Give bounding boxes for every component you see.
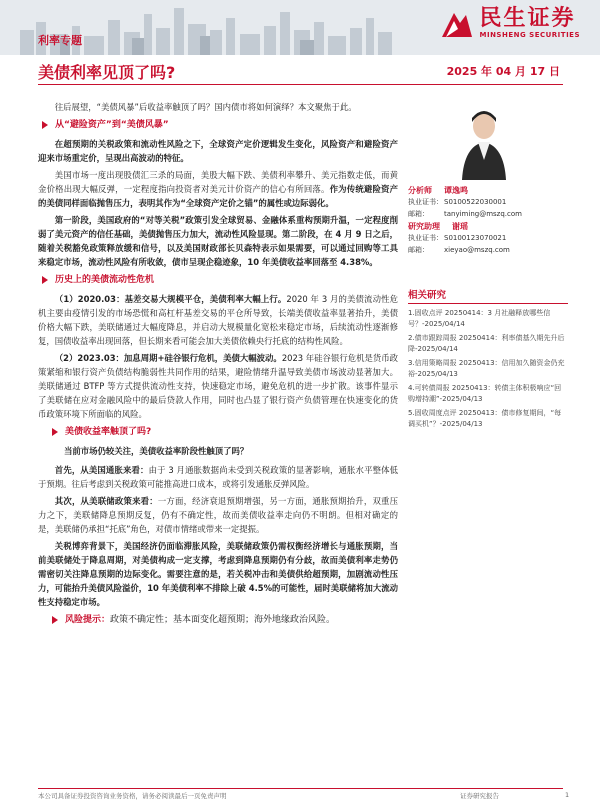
case-2023-title: （2）2023.03：加息周期+硅谷银行危机，美债大幅波动。 — [54, 353, 282, 363]
triangle-bullet-icon — [42, 121, 48, 129]
related-item[interactable]: 1.固收点评 20250414：3 月社融释放哪些信号？-2025/04/14 — [408, 309, 551, 328]
analyst-2-email[interactable]: xieyao@mszq.com — [444, 246, 510, 254]
case-2020-paragraph — [38, 292, 398, 348]
triangle-bullet-icon — [42, 276, 48, 284]
sec1-paragraph-2 — [38, 168, 398, 210]
section-heading-3 — [52, 425, 398, 439]
key-question: 当前市场仍较关注，美债收益率阶段性触顶了吗？ — [64, 446, 249, 456]
analyst-1-name-row — [408, 184, 568, 196]
sec1-stage-1: 第一阶段，美国政府的“对等关税”政策引发全球贸易、金融体系重构预期升温，一定程度削弱了美元资产的信任基础，美债抛售压力加大，流动性风险显现。 — [38, 215, 398, 239]
related-item[interactable]: 5.固收周度点评 20250413：债市修复期间，“每调买机”？-2025/04/13 — [408, 409, 562, 428]
section-heading-1 — [42, 118, 398, 132]
footer-divider — [38, 788, 563, 789]
page-number: 1 — [565, 791, 570, 799]
title-divider — [38, 84, 563, 85]
footer-report-type: 证券研究报告 — [460, 792, 499, 800]
analyst-2-role: 研究助理 — [408, 221, 440, 231]
risk-body: 政策不确定性；基本面变化超预期；海外地缘政治风险。 — [110, 615, 336, 625]
case-2023-body: 2023 年硅谷银行危机是货币政策紧缩和银行资产负债结构脆弱性共同作用的结果，避险情绪升温导致美债市场波动显著加大。美联储通过 BTFP 等方式提供流动性支持，快速稳定市场，避免危机的进一步扩散。该事件显示了美联储在应对金融风险中的最后贷款人作用，同时也凸显了银行资产负债管理在快速变化的货币政策环境下所面临的风险。 — [38, 353, 398, 419]
footer-disclaimer: 本公司具备证券投资咨询业务资格，请务必阅读最后一页免责声明 — [38, 792, 227, 800]
related-item[interactable]: 2.债市跟踪周报 20250414：利率债基久期先升后降-2025/04/14 — [408, 334, 565, 353]
section-heading-2-text: 历史上的美债流动性危机 — [55, 275, 155, 285]
conclusion-paragraph: 关税博弈背景下，美国经济仍面临滞胀风险，美联储政策仍需权衡经济增长与通胀预期，当前美联储处于降息周期，对美债构成一定支撑，考虑到降息预期仍有分歧，故而美债利率走势仍需密切关注降息预期的边际变化。需要注意的是，若关税冲击和美债供给超预期，加剧流动性压力，可能抬升美债风险溢价，10 年美债利率不排除上破 4.5%的可能性，届时美联储将加大流动性支持稳定市场。 — [38, 541, 398, 607]
analyst-1-role: 分析师 — [408, 185, 432, 195]
analyst-1-cert-row — [408, 196, 568, 208]
inflation-lead: 首先，从美国通胀来看： — [54, 465, 149, 475]
report-date: 2025 年 04 月 17 日 — [446, 65, 560, 78]
section-tag: 利率专题 — [38, 34, 82, 47]
analyst-1-cert-label: 执业证书： — [408, 198, 443, 206]
fed-policy-lead: 其次，从美联储政策来看： — [54, 496, 158, 506]
related-item[interactable]: 4.可转债周报 20250413：转债主体积极响应“回购增持潮”-2025/04/13 — [408, 384, 562, 403]
sec1-p2-emphasis: 作为传统避险资产的美债同样面临抛售压力，表明其作为“全球资产定价之锚”的属性或边际弱化。 — [38, 184, 399, 208]
analyst-2-name: 谢瑶 — [452, 221, 468, 231]
analyst-2-email-label: 邮箱： — [408, 246, 429, 254]
related-item[interactable]: 3.信用策略周报 20250413：信用加久随资金仍充裕-2025/04/13 — [408, 359, 565, 378]
case-2020-title: （1）2020.03：基差交易大规模平仓，美债利率大幅上行。 — [54, 294, 287, 304]
sec1-stage-2: 第二阶段，在 4 月 9 日之后，随着关税豁免政策释放缓和信号，以及美国财政部长贝森特表示如果需要，可以通过回购等工具来稳定市场，流动性风险有所收敛，债市呈现企稳迹象，10 年美债收益率回落至 4.38%。 — [38, 229, 399, 267]
fed-policy-body: 一方面，经济衰退预期增强，另一方面，通胀预期抬升，双重压力之下，美联储降息预期反复，仍有不确定性，故而美债收益率走向仍不明朗。但相对确定的是，美联储仍承担“托底”角色，对债市情绪或带来一定提振。 — [38, 496, 399, 534]
analyst-1-cert: S0100522030001 — [444, 198, 507, 206]
analyst-2-email-row — [408, 244, 568, 256]
analyst-block — [408, 184, 568, 256]
section-heading-3-text: 美债收益率触顶了吗? — [65, 427, 152, 437]
analyst-1-email-label: 邮箱： — [408, 210, 429, 218]
analyst-2-cert: S0100123070021 — [444, 234, 507, 242]
main-content — [38, 100, 398, 632]
report-title: 美债利率见顶了吗? — [38, 63, 176, 82]
logo-chinese-name: 民生证券 — [479, 6, 576, 31]
minsheng-logo — [440, 8, 581, 39]
fed-policy-paragraph — [38, 494, 398, 536]
case-2023-paragraph — [38, 351, 398, 421]
case-2020-body: 2020 年 3 月的美债流动性危机主要由疫情引发的市场恐慌和高杠杆基差交易的平仓所导致，长端美债收益率显著抬升，美债价格大幅下跌，美联储通过大幅度降息，并启动大规模量化宽松来稳定市场，后续流动性逐渐修复，国债收益率出现回落，但长期来看可能会加大美债依赖央行托底的结构性风险。 — [38, 294, 398, 346]
inflation-paragraph — [38, 463, 398, 491]
analyst-1-name: 谭逸鸣 — [444, 185, 468, 195]
triangle-bullet-icon — [52, 428, 58, 436]
analyst-2-name-row — [408, 220, 568, 232]
related-research-title: 相关研究 — [408, 287, 568, 304]
analyst-2-cert-row — [408, 232, 568, 244]
analyst-photo — [454, 100, 514, 180]
section-heading-1-text: 从“避险资产”到“美债风暴” — [55, 120, 169, 130]
risk-warning — [52, 613, 398, 627]
minsheng-logo-icon — [440, 9, 474, 39]
intro-paragraph: 往后展望，“美债风暴”后收益率触顶了吗？国内债市将如何演绎？本文聚焦于此。 — [54, 102, 357, 112]
inflation-body: 由于 3 月通胀数据尚未受到关税政策的显著影响，通胀水平整体低于预期。往后考虑到关税政策可能推高进口成本，或将引发通胀反弹风险。 — [38, 465, 399, 489]
section-heading-2 — [42, 273, 398, 287]
analyst-1-email[interactable]: tanyiming@mszq.com — [444, 210, 522, 218]
sec1-paragraph-3 — [38, 213, 398, 269]
sec1-p2-body: 美国市场一度出现股债汇三杀的局面，美股大幅下跌、美债利率攀升、美元指数走低，而黄金价格出现大幅反弹，一定程度指向投资者对美元计价资产的信心有所回落。 — [38, 170, 398, 194]
related-research — [408, 287, 568, 433]
logo-english-name: MINSHENG SECURITIES — [479, 31, 580, 39]
triangle-bullet-icon — [52, 616, 58, 624]
analyst-1-email-row — [408, 208, 568, 220]
sec1-summary: 在超预期的关税政策和流动性风险之下，全球资产定价逻辑发生变化，风险资产和避险资产迎来市场重定价，呈现出高波动的特征。 — [38, 139, 398, 163]
risk-label: 风险提示： — [65, 615, 111, 625]
report-header — [0, 0, 600, 92]
analyst-2-cert-label: 执业证书： — [408, 234, 443, 242]
